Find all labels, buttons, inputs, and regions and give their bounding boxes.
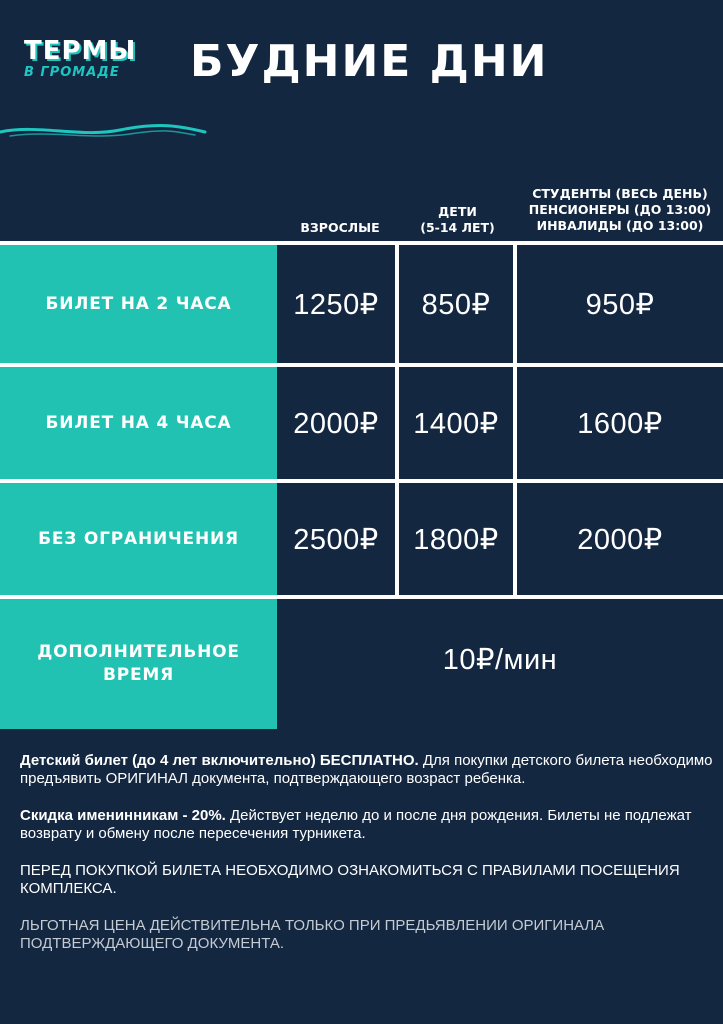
page-title: БУДНИЕ ДНИ	[190, 36, 549, 87]
row-label-unlimited: БЕЗ ОГРАНИЧЕНИЯ	[0, 483, 277, 595]
row-label-4h: БИЛЕТ НА 4 ЧАСА	[0, 367, 277, 479]
col-head-kids: ДЕТИ (5-14 ЛЕТ)	[420, 204, 495, 235]
wave-decoration	[0, 118, 210, 142]
price-unlimited-students: 2000₽	[577, 523, 663, 556]
logo-line1: ТЕРМЫ	[24, 36, 137, 66]
price-2h-adults: 1250₽	[293, 288, 379, 321]
note-discount-proof: ЛЬГОТНАЯ ЦЕНА ДЕЙСТВИТЕЛЬНА ТОЛЬКО ПРИ ПРЕДЬЯВЛЕНИИ ОРИГИНАЛА ПОДТВЕРЖДАЮЩЕГО ДОКУМЕНТА.	[20, 917, 605, 952]
price-unlimited-adults: 2500₽	[293, 523, 379, 556]
logo	[24, 38, 174, 86]
price-4h-adults: 2000₽	[293, 407, 379, 440]
note-rules: ПЕРЕД ПОКУПКОЙ БИЛЕТА НЕОБХОДИМО ОЗНАКОМИТЬСЯ С ПРАВИЛАМИ ПОСЕЩЕНИЯ КОМПЛЕКСА.	[20, 862, 680, 897]
note-birthday: Скидка именинникам - 20%. Действует неделю до и после дня рождения. Билеты не подлежат возврату и обмену после пересечения турникета.	[20, 807, 692, 842]
col-head-students: СТУДЕНТЫ (ВЕСЬ ДЕНЬ) ПЕНСИОНЕРЫ (ДО 13:00) ИНВАЛИДЫ (ДО 13:00)	[528, 186, 712, 233]
row-label-extra: ДОПОЛНИТЕЛЬНОЕ ВРЕМЯ	[0, 599, 277, 729]
price-2h-students: 950₽	[585, 288, 655, 321]
notes	[20, 752, 715, 972]
price-4h-kids: 1400₽	[413, 407, 499, 440]
col-head-adults: ВЗРОСЛЫЕ	[300, 220, 380, 235]
price-4h-students: 1600₽	[577, 407, 663, 440]
note-free-kids: Детский билет (до 4 лет включительно) БЕСПЛАТНО. Для покупки детского билета необходимо предъявить ОРИГИНАЛ документа, подтверждающего возраст ребенка.	[20, 752, 713, 787]
logo-line2: В ГРОМАДЕ	[24, 65, 120, 80]
price-2h-kids: 850₽	[421, 288, 491, 321]
price-unlimited-kids: 1800₽	[413, 523, 499, 556]
price-extra-time: 10₽/мин	[442, 643, 558, 676]
row-label-2h: БИЛЕТ НА 2 ЧАСА	[0, 245, 277, 363]
